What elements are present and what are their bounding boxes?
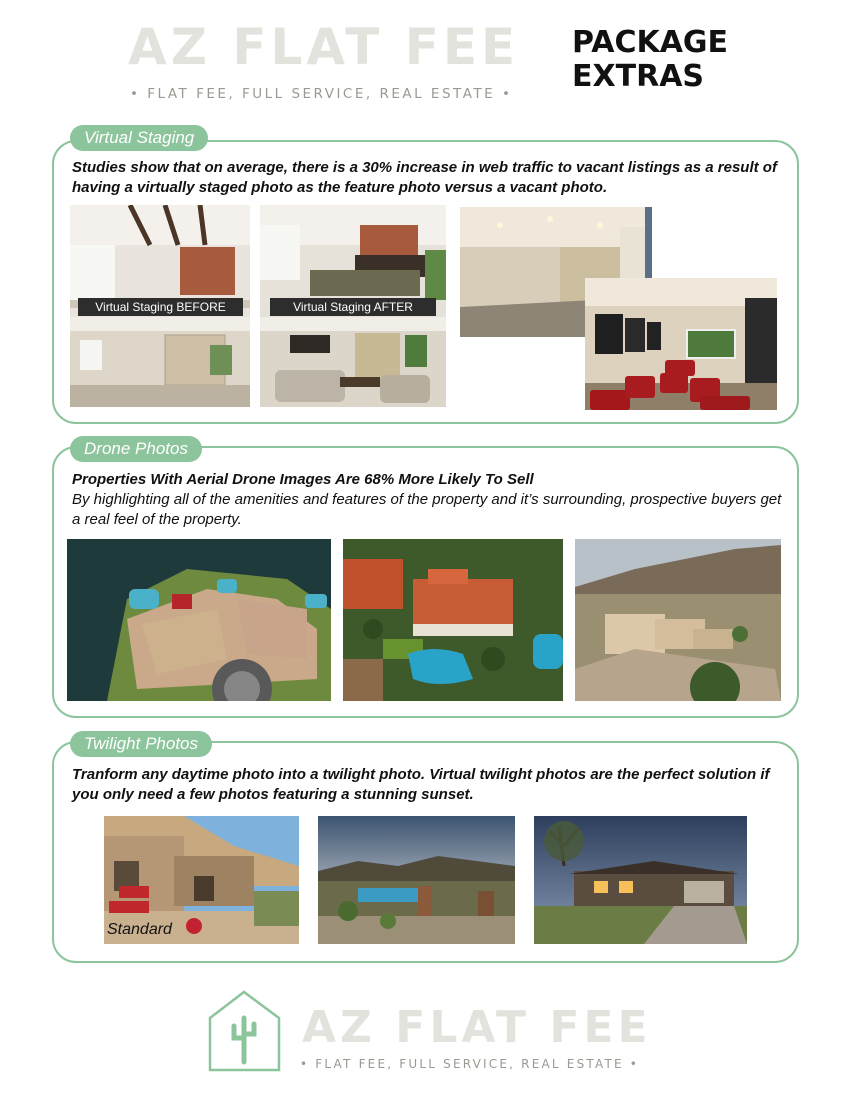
drone-desert-home-photo <box>575 539 781 701</box>
staging-before-label: Virtual Staging BEFORE <box>78 298 243 316</box>
drone-tab: Drone Photos <box>70 436 202 462</box>
media-room-staged-photo <box>585 278 777 410</box>
brand-title: AZ FLAT FEE <box>128 18 520 76</box>
virtual-staging-text: Studies show that on average, there is a 30% increase in web traffic to vacant listings as a result of having a virtually staged photo as the feature photo versus a vacant photo. <box>72 159 777 196</box>
footer-brand-title: AZ FLAT FEE <box>302 1002 652 1053</box>
twilight-standard-label: Standard <box>107 921 172 938</box>
page-title-line2: EXTRAS <box>572 59 705 94</box>
drone-headline: Properties With Aerial Drone Images Are 68% More Likely To Sell <box>72 471 534 488</box>
page-title-line1: PACKAGE <box>572 25 729 60</box>
staging-after-label: Virtual Staging AFTER <box>270 298 436 316</box>
twilight-house-photo <box>534 816 747 944</box>
twilight-text: Tranform any daytime photo into a twilight photo. Virtual twilight photos are the perfect solution if you only need a few photos featuring a stunning sunset. <box>72 766 770 803</box>
footer-tagline: • FLAT FEE, FULL SERVICE, REAL ESTATE • <box>300 1057 640 1071</box>
twilight-tab: Twilight Photos <box>70 731 212 757</box>
virtual-staging-tab: Virtual Staging <box>70 125 208 151</box>
page-title <box>572 26 728 94</box>
drone-text: By highlighting all of the amenities and features of the property and it’s surrounding, prospective buyers get a real feel of the property. <box>72 491 782 528</box>
twilight-garden-photo <box>318 816 515 944</box>
brand-tagline: • FLAT FEE, FULL SERVICE, REAL ESTATE • <box>130 86 513 102</box>
drone-aerial-pool-photo <box>343 539 563 701</box>
drone-aerial-lot-photo <box>67 539 331 701</box>
house-cactus-icon <box>208 990 281 1072</box>
